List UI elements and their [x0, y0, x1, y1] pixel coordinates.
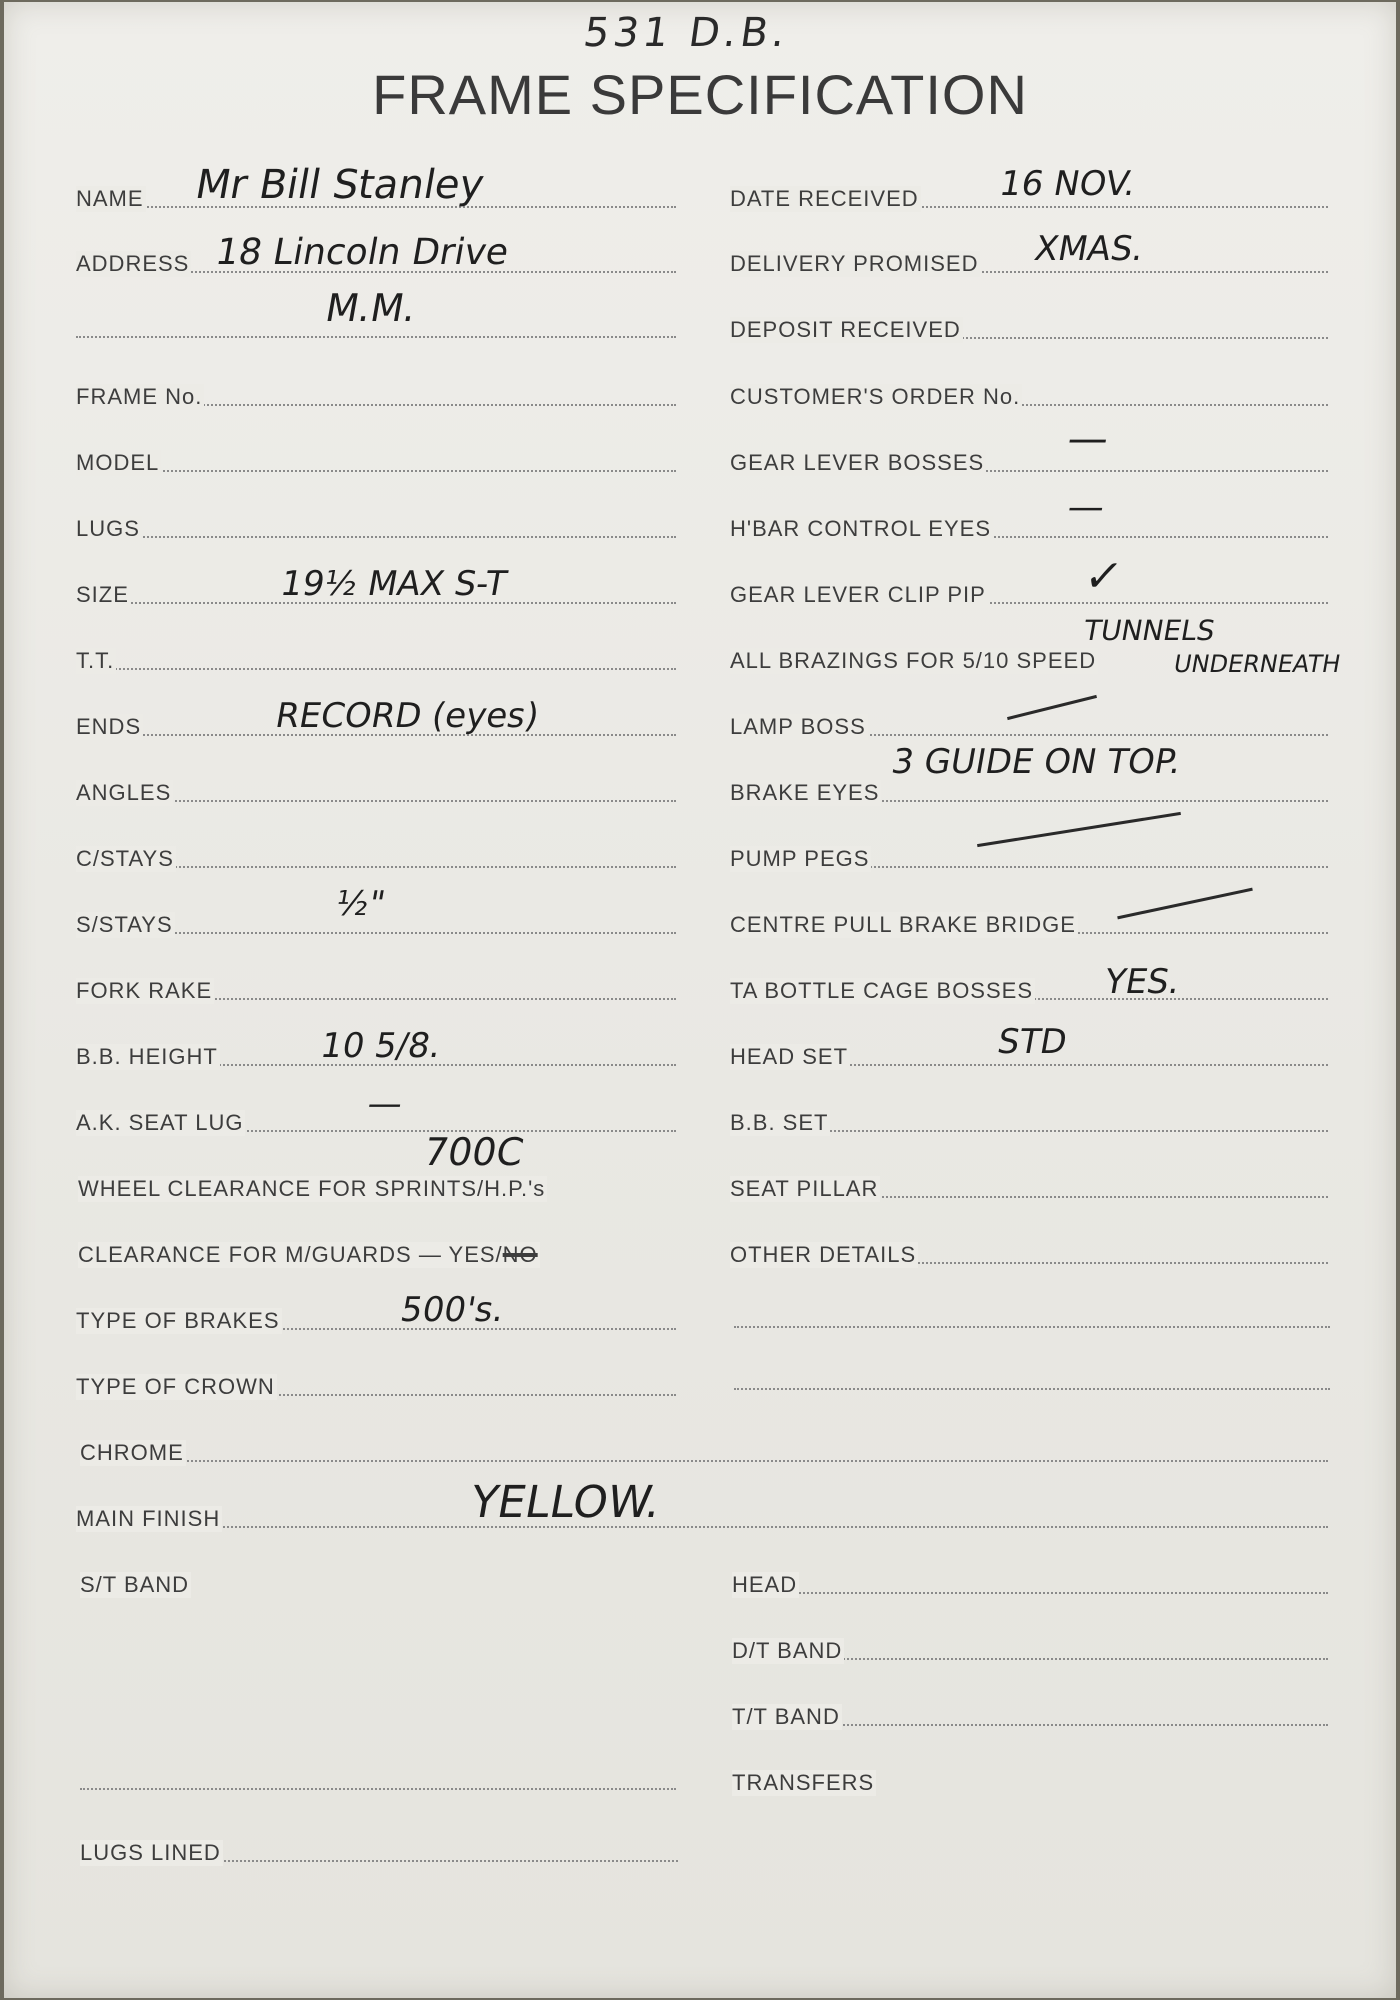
- cstays-label: C/STAYS: [76, 846, 174, 871]
- delivery-promised-label: DELIVERY PROMISED: [730, 251, 979, 276]
- size-label: SIZE: [76, 582, 129, 607]
- sstays-value: ½": [332, 884, 389, 924]
- name-field[interactable]: [76, 162, 676, 212]
- address-value-line2: M.M.: [322, 286, 420, 330]
- gear-lever-clip-pip-value: ✓: [1080, 551, 1127, 602]
- gear-lever-bosses-value: —: [1063, 416, 1113, 462]
- lugs-lined-field[interactable]: [80, 1834, 678, 1866]
- dt-band-label: D/T BAND: [732, 1638, 843, 1663]
- all-brazings-value: TUNNELS: [1081, 614, 1218, 647]
- centre-pull-field[interactable]: [730, 906, 1328, 938]
- main-finish-field[interactable]: [76, 1477, 1328, 1532]
- gear-lever-bosses-label: GEAR LEVER BOSSES: [730, 450, 985, 475]
- brake-eyes-label: BRAKE EYES: [730, 780, 880, 805]
- sstays-field[interactable]: [76, 884, 676, 938]
- other-details-line-2[interactable]: [734, 1326, 1330, 1328]
- other-details-line-3[interactable]: [734, 1388, 1330, 1390]
- type-brakes-field[interactable]: [76, 1290, 676, 1334]
- lugs-label: LUGS: [76, 516, 140, 541]
- ta-bottle-label: TA BOTTLE CAGE BOSSES: [730, 978, 1034, 1003]
- wheel-clearance-label: WHEEL CLEARANCE FOR SPRINTS/H.P.'s: [78, 1176, 546, 1201]
- sstays-label: S/STAYS: [76, 912, 173, 937]
- tt-label: T.T.: [76, 648, 115, 673]
- main-finish-label: MAIN FINISH: [76, 1506, 221, 1531]
- transfers-field[interactable]: [732, 1764, 1328, 1796]
- pump-pegs-label: PUMP PEGS: [730, 846, 870, 871]
- ends-value: RECORD (eyes): [272, 696, 542, 736]
- angles-label: ANGLES: [76, 780, 172, 805]
- head-set-label: HEAD SET: [730, 1044, 849, 1069]
- ak-seat-lug-field[interactable]: [76, 1084, 676, 1136]
- gear-lever-bosses-field[interactable]: [730, 416, 1328, 476]
- st-band-label: S/T BAND: [80, 1572, 190, 1597]
- lugs-field[interactable]: [76, 510, 676, 542]
- head-field[interactable]: [732, 1566, 1328, 1598]
- ends-label: ENDS: [76, 714, 142, 739]
- date-received-field[interactable]: [730, 164, 1328, 212]
- specification-sheet: [4, 2, 1396, 1998]
- centre-pull-label: CENTRE PULL BRAKE BRIDGE: [730, 912, 1076, 937]
- order-reference: 531 D.B.: [580, 10, 792, 56]
- type-crown-label: TYPE OF CROWN: [76, 1374, 275, 1399]
- bb-height-label: B.B. HEIGHT: [76, 1044, 218, 1069]
- delivery-promised-value: XMAS.: [1031, 229, 1147, 269]
- ak-seat-lug-label: A.K. SEAT LUG: [76, 1110, 244, 1135]
- brake-eyes-value: 3 GUIDE ON TOP.: [888, 742, 1185, 782]
- ta-bottle-field[interactable]: [730, 962, 1328, 1004]
- bb-set-field[interactable]: [730, 1104, 1328, 1136]
- tt-band-label: T/T BAND: [732, 1704, 840, 1729]
- hbar-control-eyes-value: —: [1064, 487, 1108, 528]
- name-label: NAME: [76, 186, 144, 211]
- main-finish-value: YELLOW.: [466, 1477, 665, 1528]
- head-set-value: STD: [994, 1022, 1071, 1062]
- dt-band-field[interactable]: [732, 1632, 1328, 1664]
- type-brakes-value: 500's.: [397, 1290, 508, 1330]
- address-label: ADDRESS: [76, 251, 190, 276]
- frame-no-label: FRAME No.: [76, 384, 203, 409]
- model-label: MODEL: [76, 450, 160, 475]
- ends-field[interactable]: [76, 696, 676, 740]
- all-brazings-field[interactable]: [730, 642, 1116, 674]
- lamp-boss-label: LAMP BOSS: [730, 714, 866, 739]
- bb-set-label: B.B. SET: [730, 1110, 829, 1135]
- customer-order-field[interactable]: [730, 378, 1328, 410]
- page-title: FRAME SPECIFICATION: [372, 63, 1028, 126]
- other-details-label: OTHER DETAILS: [730, 1242, 917, 1267]
- name-value: Mr Bill Stanley: [191, 162, 488, 208]
- transfers-label: TRANSFERS: [732, 1770, 875, 1795]
- st-band-line[interactable]: [80, 1788, 676, 1790]
- customer-order-label: CUSTOMER'S ORDER No.: [730, 384, 1021, 409]
- tt-band-field[interactable]: [732, 1698, 1328, 1730]
- st-band-field[interactable]: [80, 1566, 480, 1598]
- cstays-field[interactable]: [76, 840, 676, 872]
- hbar-control-eyes-field[interactable]: [730, 487, 1328, 542]
- seat-pillar-field[interactable]: [730, 1170, 1328, 1202]
- delivery-promised-field[interactable]: [730, 229, 1328, 277]
- crossed-out-no: NO: [502, 1242, 538, 1267]
- gear-lever-clip-pip-field[interactable]: [730, 551, 1328, 608]
- ak-seat-lug-value: —: [364, 1084, 406, 1124]
- other-details-field[interactable]: [730, 1236, 1328, 1268]
- frame-no-field[interactable]: [76, 378, 676, 410]
- gear-lever-clip-pip-label: GEAR LEVER CLIP PIP: [730, 582, 986, 607]
- deposit-received-field[interactable]: [730, 311, 1328, 343]
- model-field[interactable]: [76, 444, 676, 476]
- seat-pillar-label: SEAT PILLAR: [730, 1176, 879, 1201]
- size-value: 19½ MAX S-T: [277, 564, 510, 604]
- address-field[interactable]: [76, 232, 676, 277]
- chrome-label: CHROME: [80, 1440, 184, 1465]
- clearance-mguards-field[interactable]: [78, 1236, 678, 1268]
- tt-field[interactable]: [76, 642, 676, 674]
- bb-height-value: 10 5/8.: [317, 1026, 445, 1066]
- type-crown-field[interactable]: [76, 1368, 676, 1400]
- deposit-received-label: DEPOSIT RECEIVED: [730, 317, 961, 342]
- chrome-field[interactable]: [80, 1434, 1328, 1466]
- bb-height-field[interactable]: [76, 1026, 676, 1070]
- address-line-2[interactable]: [76, 336, 676, 338]
- pump-pegs-field[interactable]: [730, 840, 1328, 872]
- date-received-value: 16 NOV.: [996, 164, 1139, 204]
- head-label: HEAD: [732, 1572, 798, 1597]
- wheel-clearance-value: 700C: [420, 1130, 527, 1174]
- lugs-lined-label: LUGS LINED: [80, 1840, 221, 1865]
- date-received-label: DATE RECEIVED: [730, 186, 919, 211]
- type-brakes-label: TYPE OF BRAKES: [76, 1308, 280, 1333]
- all-brazings-value-2: UNDERNEATH: [1171, 650, 1343, 678]
- hbar-control-eyes-label: H'BAR CONTROL EYES: [730, 516, 991, 541]
- clearance-mguards-label: CLEARANCE FOR M/GUARDS — YES/NO: [78, 1242, 538, 1267]
- all-brazings-label: ALL BRAZINGS FOR 5/10 SPEED: [730, 648, 1097, 673]
- fork-rake-label: FORK RAKE: [76, 978, 213, 1003]
- ta-bottle-value: YES.: [1101, 962, 1184, 1002]
- size-field[interactable]: [76, 564, 676, 608]
- fork-rake-field[interactable]: [76, 972, 676, 1004]
- wheel-clearance-field[interactable]: [78, 1170, 678, 1202]
- address-value: 18 Lincoln Drive: [212, 232, 512, 273]
- head-set-field[interactable]: [730, 1022, 1328, 1070]
- angles-field[interactable]: [76, 774, 676, 806]
